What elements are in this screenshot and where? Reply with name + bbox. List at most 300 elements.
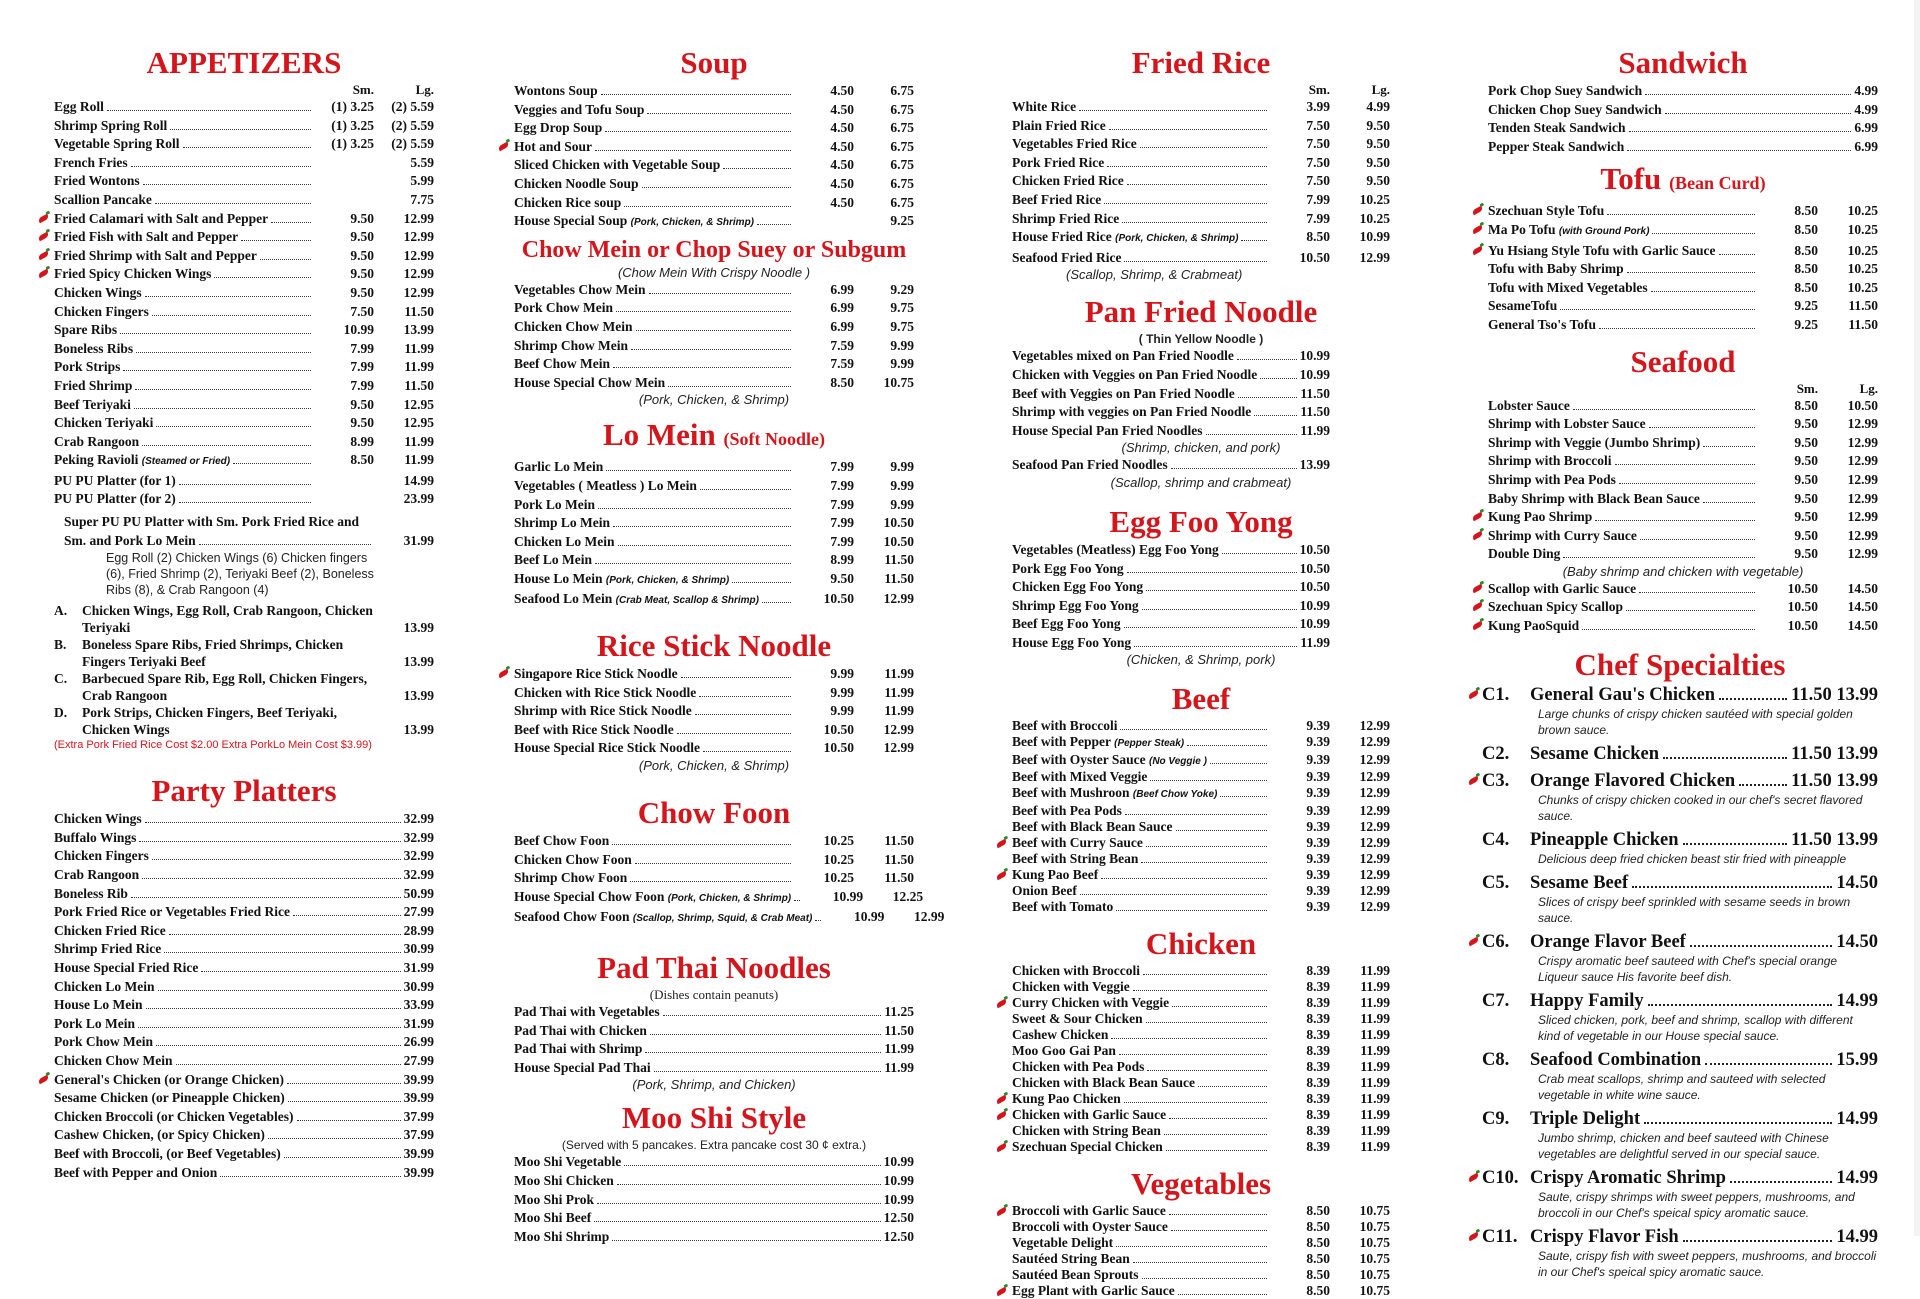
menu-item [514, 1040, 914, 1059]
price-small: 7.99 [830, 459, 854, 475]
price-small: 8.50 [1306, 1202, 1330, 1218]
dot-leader [1705, 1063, 1832, 1065]
dot-leader [1573, 409, 1755, 410]
super-pupu-line2: Sm. and Pork Lo Mein 31.99 [54, 532, 434, 551]
menu-item-name [514, 851, 632, 870]
dot-leader [287, 1083, 401, 1084]
dot-leader [152, 315, 311, 316]
price-large: 12.99 [1847, 416, 1878, 432]
menu-item-label: Moo Shi Prok [514, 1191, 595, 1207]
menu-item-label: Shrimp with Rice Stick Noodle [514, 703, 692, 719]
menu-item [1012, 1251, 1390, 1267]
price-large: 10.25 [1847, 203, 1878, 219]
price-small: 9.39 [1306, 751, 1330, 767]
dot-leader [647, 113, 791, 114]
menu-item-name [54, 996, 143, 1015]
dot-leader [1124, 261, 1267, 262]
menu-item-name [1488, 527, 1637, 546]
dot-leader [1627, 272, 1755, 273]
menu-item-label: Singapore Rice Stick Noodle [514, 666, 678, 682]
dot-leader [1143, 974, 1267, 975]
menu-item [514, 458, 914, 477]
chef-item-price: 14.99 [1836, 1226, 1878, 1247]
combo-price: 13.99 [403, 688, 434, 704]
menu-item [1012, 117, 1390, 136]
menu-item [1488, 397, 1878, 416]
party-platters-list [54, 810, 434, 1182]
menu-item-name [514, 702, 692, 721]
price-small: 9.39 [1306, 834, 1330, 850]
menu-item-label: Scallion Pancake [54, 191, 152, 207]
combo-text: Chicken Wings, Egg Roll, Crab Rangoon, Chicken Teriyaki [82, 603, 373, 636]
price-large: 10.75 [1359, 1266, 1390, 1282]
menu-item [1012, 899, 1390, 915]
price-large: 10.50 [883, 533, 914, 549]
price-large: 12.99 [1847, 490, 1878, 506]
menu-item-label: House Egg Foo Yong [1012, 634, 1132, 650]
price-large: 11.99 [1360, 1106, 1390, 1122]
menu-item-name [1012, 819, 1173, 834]
dot-leader [1663, 757, 1787, 759]
menu-item-name [1012, 1267, 1139, 1282]
price: 10.99 [1299, 616, 1330, 632]
chili-pepper-icon [1471, 225, 1483, 235]
menu-item [1012, 1283, 1390, 1299]
price-large: 6.75 [890, 120, 914, 136]
price: 11.99 [1300, 634, 1330, 650]
menu-item-label: PU PU Platter (for 1) [54, 472, 176, 488]
price-large: 10.25 [1359, 210, 1390, 226]
menu-item-label: Kung Pao Shrimp [1488, 509, 1593, 525]
menu-item-label: Kung Pao Beef [1012, 866, 1099, 882]
menu-item [1012, 1027, 1390, 1043]
menu-item-name [1012, 422, 1203, 441]
dot-leader [618, 545, 791, 546]
chef-item [1482, 931, 1878, 985]
menu-item [54, 1033, 434, 1052]
dot-leader [220, 1176, 400, 1177]
price: 6.99 [1854, 120, 1878, 136]
menu-item-label: Lobster Sauce [1488, 397, 1570, 413]
price: 37.99 [403, 1108, 434, 1124]
menu-item [1012, 1139, 1390, 1155]
menu-item [1488, 202, 1878, 221]
menu-item-name [1012, 734, 1184, 751]
chili-pepper-icon [37, 232, 49, 242]
dot-leader [131, 897, 401, 898]
price-large: 11.50 [884, 851, 914, 867]
seafood-size-header: Sm. Lg. [1796, 380, 1878, 396]
menu-item-label: Baby Shrimp with Black Bean Sauce [1488, 490, 1700, 506]
soup-title: Soup [680, 45, 748, 80]
menu-item [514, 1153, 914, 1172]
price: 4.99 [1854, 83, 1878, 98]
chef-item-name: Crispy Aromatic Shrimp [1530, 1167, 1726, 1188]
menu-item-name [1488, 397, 1570, 416]
price-small: 9.39 [1306, 769, 1330, 785]
fried-rice-title: Fried Rice [1131, 45, 1271, 80]
price-large: 14.99 [403, 472, 434, 488]
dot-leader [677, 733, 791, 734]
price-small: 8.39 [1306, 1058, 1330, 1074]
menu-item-name [514, 1209, 591, 1228]
dot-leader [624, 206, 791, 207]
price-small: 8.50 [1306, 229, 1330, 245]
tofu-title: Tofu (Bean Curd) [1600, 161, 1766, 197]
price-large: 9.99 [890, 459, 914, 475]
price-large: 12.99 [1359, 818, 1390, 834]
menu-item [54, 396, 434, 415]
menu-item-label: Beef with String Bean [1012, 850, 1139, 866]
dot-leader [1649, 427, 1755, 428]
chef-item-name: Sesame Beef [1530, 872, 1629, 893]
chili-pepper-icon [1471, 530, 1483, 540]
price-large: 11.50 [884, 570, 914, 586]
chef-item-name: Sesame Chicken [1530, 743, 1659, 764]
dot-leader [624, 1165, 880, 1166]
menu-item-label: Onion Beef [1012, 882, 1077, 898]
chef-item-code: C2. [1482, 743, 1510, 764]
chili-pepper-icon [995, 870, 1007, 880]
price-large: 12.99 [1847, 434, 1878, 450]
size-sm-label: Sm. [352, 82, 374, 97]
menu-item-name [54, 358, 120, 377]
menu-item [54, 377, 434, 396]
menu-item-name [514, 281, 646, 300]
price-small: (1) 3.25 [331, 136, 374, 152]
menu-item-label: Vegetable Spring Roll [54, 136, 180, 152]
menu-item-label: Beef with Rice Stick Noodle [514, 721, 674, 737]
menu-item [1012, 835, 1390, 851]
menu-item-label: Szechuan Special Chicken [1012, 1138, 1163, 1154]
dot-leader [1238, 397, 1298, 398]
menu-item [54, 1145, 434, 1164]
seafood-list-2 [1488, 580, 1878, 636]
menu-item-name [1012, 541, 1219, 560]
chef-item-price: 14.50 [1836, 872, 1878, 893]
chili-pepper-icon [995, 1110, 1007, 1120]
menu-item-label: French Fries [54, 154, 128, 170]
chili-pepper-icon [1467, 936, 1479, 946]
dot-leader [601, 94, 791, 95]
price-small: 7.50 [1306, 173, 1330, 189]
menu-item-name [54, 340, 133, 359]
menu-item [1012, 541, 1390, 560]
menu-item [54, 340, 434, 359]
menu-item-name [1488, 101, 1662, 120]
dot-leader [233, 463, 311, 464]
price-small: 8.50 [830, 374, 854, 390]
dot-leader [700, 489, 791, 490]
price: 31.99 [403, 960, 434, 975]
chef-item-row [1482, 1108, 1878, 1130]
dot-leader [1639, 592, 1755, 593]
menu-item-name [54, 377, 132, 396]
menu-item-label: Beef with Pepper and Onion [54, 1164, 218, 1180]
menu-item-name [1488, 598, 1623, 617]
pan-fried-section [1012, 293, 1390, 491]
chef-item-row [1482, 743, 1878, 765]
sandwich-section [1488, 44, 1878, 156]
chili-pepper-icon [497, 141, 509, 151]
price-small: 8.50 [1794, 203, 1818, 219]
menu-item-label: Chicken Fingers [54, 848, 149, 864]
price-large: 10.75 [1359, 1218, 1390, 1234]
dot-leader [241, 240, 311, 241]
menu-item-name [1488, 617, 1579, 636]
menu-item-name [1012, 578, 1143, 597]
tofu-list [1488, 202, 1878, 334]
price-large: 12.99 [1359, 718, 1390, 734]
price-small: 8.99 [830, 552, 854, 568]
chili-pepper-icon [37, 1074, 49, 1084]
price-large: 12.99 [1359, 834, 1390, 850]
dot-leader [271, 222, 311, 223]
chef-item-code: C6. [1482, 931, 1510, 952]
dot-leader [123, 370, 311, 371]
price: 27.99 [403, 904, 434, 920]
moo-shi-note: (Served with 5 pancakes. Extra pancake cost 30 ¢ extra.) [561, 1138, 867, 1153]
menu-item-label: Cashew Chicken, (or Spicy Chicken) [54, 1127, 265, 1143]
dot-leader [1150, 780, 1267, 781]
price: 11.50 [1300, 385, 1330, 401]
menu-item-name [54, 210, 268, 229]
price: 11.99 [884, 1059, 914, 1075]
price-large: 11.99 [1360, 994, 1390, 1010]
menu-item-name [1012, 1139, 1163, 1154]
dot-leader [668, 386, 791, 387]
price-small: 9.50 [350, 229, 374, 245]
menu-item-label: Chicken with Veggie [1012, 978, 1130, 994]
dot-leader [1169, 1118, 1267, 1119]
chili-pepper-icon [995, 1142, 1007, 1152]
menu-item [1012, 867, 1390, 883]
menu-item-name [1012, 1027, 1108, 1042]
price-small: 9.50 [1794, 509, 1818, 525]
super-pupu-line1: Super PU PU Platter with Sm. Pork Fried Rice and [64, 514, 359, 530]
menu-item-label: Szechuan Style Tofu [1488, 203, 1605, 219]
price-large: 12.95 [403, 415, 434, 431]
menu-item-name [1012, 191, 1101, 210]
price-small: 9.50 [1794, 434, 1818, 450]
menu-item [1012, 366, 1390, 385]
menu-item-note: (Pepper Steak) [1114, 738, 1185, 750]
price-small: 8.50 [1794, 279, 1818, 295]
dot-leader [176, 1064, 401, 1065]
price-large: 10.25 [1359, 191, 1390, 207]
menu-item-label: Buffalo Wings [54, 829, 137, 845]
price-large: 10.75 [1359, 1202, 1390, 1218]
menu-item [54, 996, 434, 1015]
price-large: 9.99 [890, 477, 914, 493]
menu-item-name [1012, 117, 1106, 136]
chef-item [1482, 990, 1878, 1044]
menu-item-label: House Special Chow Foon [514, 888, 665, 904]
combo-price: 13.99 [403, 620, 434, 636]
price-large: 4.99 [1366, 99, 1390, 114]
menu-item-name [54, 284, 142, 303]
price-large: 10.99 [1359, 229, 1390, 245]
menu-item-label: Beef with Tomato [1012, 898, 1114, 914]
menu-item [54, 829, 434, 848]
menu-item [1012, 979, 1390, 995]
dot-leader [1652, 233, 1755, 234]
menu-item [1488, 138, 1878, 157]
menu-item-label: Egg Roll [54, 99, 104, 114]
menu-item [514, 281, 914, 300]
menu-item-name [1012, 752, 1207, 769]
menu-item-name [514, 869, 627, 888]
dot-leader [1101, 878, 1267, 879]
menu-item [1012, 1075, 1390, 1091]
chicken-title: Chicken [1145, 925, 1257, 961]
menu-item [514, 374, 914, 393]
dot-leader [613, 526, 791, 527]
price-small: 7.50 [350, 303, 374, 319]
menu-item [54, 1052, 434, 1071]
menu-item-label: Beef with Mushroon [1012, 785, 1130, 801]
chef-item-price: 11.50 13.99 [1791, 770, 1878, 791]
menu-item-name [54, 1015, 135, 1034]
menu-item-name [514, 355, 610, 374]
menu-item-name [1012, 1107, 1166, 1122]
menu-item-label: Pork Chop Suey Sandwich [1488, 83, 1643, 98]
price-large: 12.99 [1847, 546, 1878, 562]
dot-leader [1719, 698, 1787, 700]
menu-item [1012, 1043, 1390, 1059]
price-small: 8.50 [350, 452, 374, 468]
menu-item [54, 959, 434, 978]
chef-item-price: 14.99 [1836, 1108, 1878, 1129]
menu-item-label: Chicken Fried Rice [1012, 173, 1124, 189]
price-large: 7.75 [410, 191, 434, 207]
menu-item-label: Pad Thai with Chicken [514, 1022, 647, 1038]
menu-item-label: Sautéed Bean Sprouts [1012, 1266, 1139, 1282]
price: 39.99 [403, 1071, 434, 1087]
menu-item-name [54, 922, 166, 941]
price-large: 11.99 [1360, 1122, 1390, 1138]
dot-leader [1626, 610, 1755, 611]
chili-pepper-icon [1467, 1231, 1479, 1241]
menu-item-note: (Scallop, Shrimp, Squid, & Crab Meat) [632, 913, 813, 925]
price-large: 14.50 [1847, 580, 1878, 596]
dot-leader [1739, 784, 1787, 786]
menu-item [1488, 260, 1878, 279]
menu-item [514, 1172, 914, 1191]
dot-leader [1146, 846, 1267, 847]
chef-item-name: Happy Family [1530, 990, 1644, 1011]
dot-leader [723, 168, 791, 169]
dot-leader [1080, 894, 1267, 895]
dot-leader [135, 389, 311, 390]
price-large: 13.99 [403, 322, 434, 338]
menu-item [1012, 172, 1390, 191]
egg-foo-list [1012, 541, 1390, 653]
menu-item [54, 1089, 434, 1108]
menu-item [1488, 545, 1878, 564]
dot-leader [1178, 1294, 1267, 1295]
chef-item-row [1482, 990, 1878, 1012]
price-large: 11.99 [884, 666, 914, 682]
price-large: 12.99 [1359, 850, 1390, 866]
chef-item-price: 15.99 [1836, 1049, 1878, 1070]
price-large: 12.99 [1847, 509, 1878, 525]
chili-pepper-icon [995, 1094, 1007, 1104]
price-small: 7.99 [830, 515, 854, 531]
dot-leader [1645, 94, 1851, 95]
menu-item-label: Fried Fish with Salt and Pepper [54, 229, 239, 245]
menu-item-label: Beef Chow Mein [514, 356, 610, 372]
menu-item-name [54, 414, 153, 433]
dot-leader [1141, 862, 1267, 863]
menu-item-label: Beef with Broccoli [1012, 718, 1118, 734]
price: 39.99 [403, 1145, 434, 1161]
menu-item-name [514, 82, 598, 101]
dot-leader [1703, 502, 1755, 503]
beef-section [1012, 680, 1390, 914]
menu-item-name [54, 321, 117, 340]
price-large: 11.50 [404, 303, 434, 319]
menu-item-name [1012, 98, 1076, 117]
dot-leader [142, 878, 400, 879]
menu-item-label: Sliced Chicken with Vegetable Soup [514, 157, 721, 173]
menu-item-label: Chicken Chow Mein [54, 1052, 173, 1068]
chili-pepper-icon [1467, 775, 1479, 785]
menu-item-name [1488, 434, 1700, 453]
menu-item-label: Shrimp with veggies on Pan Fried Noodle [1012, 404, 1252, 420]
menu-item-name [1488, 119, 1626, 138]
menu-item-label: Pork Fried Rice [1012, 154, 1105, 170]
menu-item [1012, 1107, 1390, 1123]
menu-item-label: Pork Chow Mein [514, 300, 613, 316]
pad-thai-section [514, 949, 914, 1093]
menu-item-label: House Fried Rice [1012, 229, 1112, 245]
menu-item-label: Tofu with Mixed Vegetables [1488, 279, 1648, 295]
price-large: 12.99 [1359, 734, 1390, 750]
menu-item [1488, 490, 1878, 509]
menu-item-name [1012, 883, 1077, 898]
dot-leader [1563, 557, 1755, 558]
price-small: 8.39 [1306, 1010, 1330, 1026]
menu-item-name [514, 299, 613, 318]
menu-item-name [514, 156, 720, 175]
menu-item-label: Pepper Steak Sandwich [1488, 138, 1625, 154]
menu-item-label: Shrimp with Pea Pods [1488, 471, 1616, 487]
menu-item-name [514, 1003, 660, 1022]
price-large: 11.50 [1848, 316, 1878, 332]
menu-item-label: Pork Lo Mein [54, 1015, 135, 1031]
price-large: 9.50 [1366, 154, 1390, 170]
price-large: 10.50 [1847, 397, 1878, 413]
fried-rice-footnote: (Scallop, Shrimp, & Crabmeat) [1066, 267, 1243, 283]
menu-item-name [514, 194, 621, 213]
menu-item-label: Hot and Sour [514, 138, 593, 154]
menu-item-name [1488, 297, 1557, 316]
menu-item [54, 847, 434, 866]
dot-leader [1595, 520, 1755, 521]
menu-item-name [54, 885, 128, 904]
menu-item-label: Chicken with Garlic Sauce [1012, 1106, 1167, 1122]
dot-leader [146, 1008, 401, 1009]
menu-item-name [514, 337, 628, 356]
price-small: 4.50 [830, 101, 854, 117]
menu-item-label: Seafood Lo Mein [514, 591, 613, 607]
menu-item-name [54, 1033, 153, 1052]
price-small: 4.50 [830, 138, 854, 154]
menu-item [1012, 597, 1390, 616]
price-small: 9.39 [1306, 734, 1330, 750]
price-small: 8.39 [1306, 1122, 1330, 1138]
